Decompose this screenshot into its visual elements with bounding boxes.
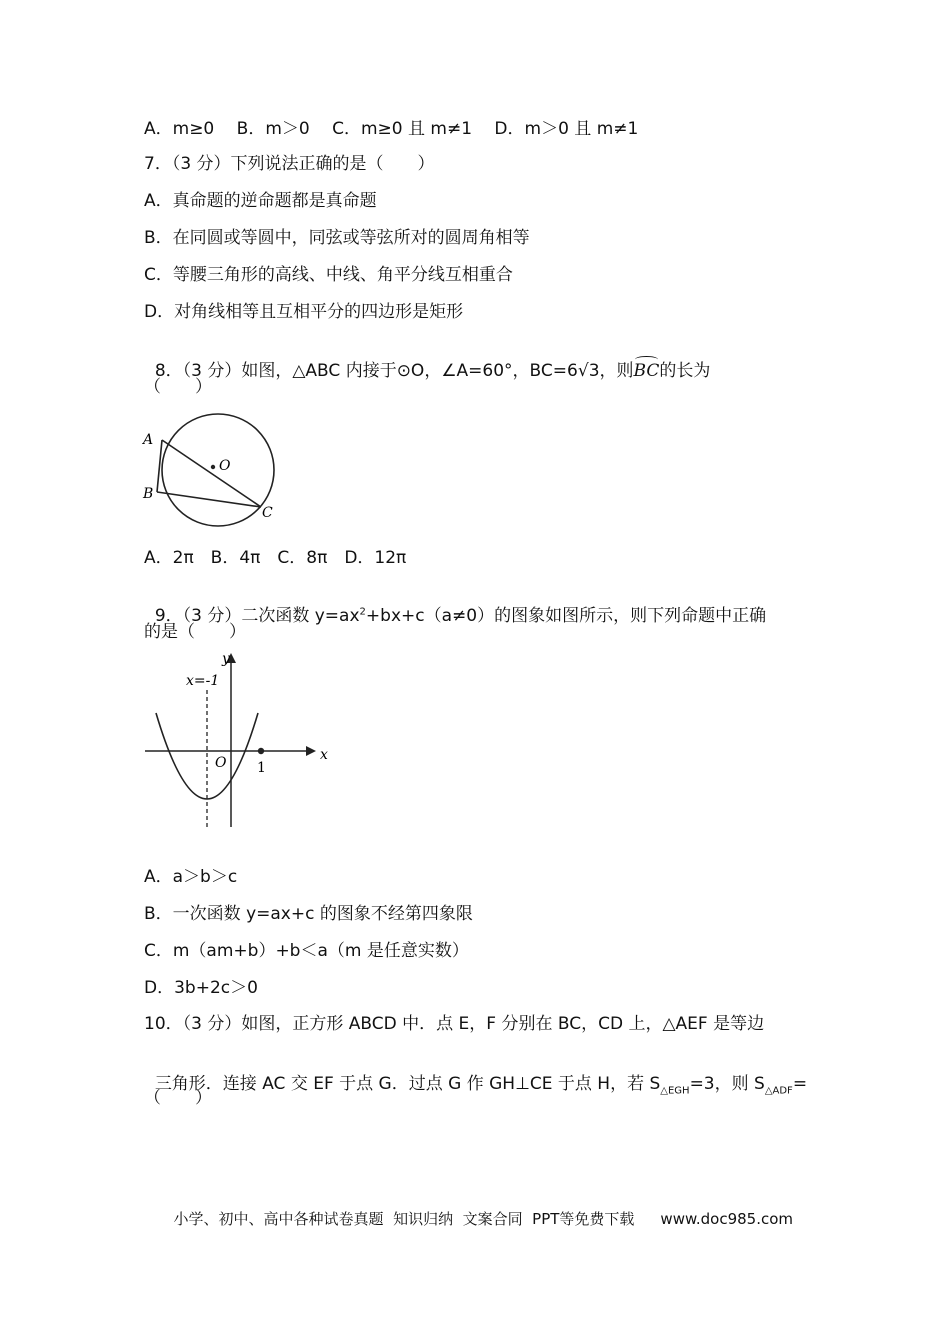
q7-option-d: D．对角线相等且互相平分的四边形是矩形	[144, 302, 464, 322]
q10-line2-b: =3，则 S	[689, 1074, 765, 1094]
q9-option-c: C．m（am+b）+b＜a（m 是任意实数）	[144, 941, 469, 961]
footer-text: 小学、初中、高中各种试卷真题 知识归纳 文案合同 PPT等免费下载	[173, 1210, 635, 1228]
q8-options: A．2π B．4π C．8π D．12π	[144, 548, 407, 568]
q8-circle-figure	[140, 400, 290, 530]
q9-option-b: B．一次函数 y=ax+c 的图象不经第四象限	[144, 904, 473, 924]
label-y: y	[222, 651, 230, 667]
q8-root: √3	[577, 361, 600, 381]
q6-options: A．m≥0 B．m＞0 C．m≥0 且 m≠1 D．m＞0 且 m≠1	[144, 119, 639, 139]
q9-option-d: D．3b+2c＞0	[144, 978, 258, 998]
q7-stem: 7．（3 分）下列说法正确的是（ ）	[144, 154, 435, 174]
q9-parabola-figure	[140, 645, 340, 830]
label-one: 1	[257, 760, 266, 776]
footer-url[interactable]: www.doc985.com	[660, 1210, 793, 1228]
q8-arc-label: BC	[633, 361, 660, 381]
q10-line2-a: 三角形．连接 AC 交 EF 于点 G．过点 G 作 GH⊥CE 于点 H，若 S	[154, 1074, 661, 1094]
q10-line3: （ ）	[144, 1088, 212, 1108]
q7-option-c: C．等腰三角形的高线、中线、角平分线互相重合	[144, 265, 513, 285]
point-one	[258, 748, 264, 754]
q10-sub-adf: △ADF	[764, 1085, 793, 1097]
q9-stem-part2: +bx+c（a≠0）的图象如图所示，则下列命题中正确	[365, 606, 767, 626]
label-c: C	[262, 505, 273, 521]
q8-stem-mid: ，则	[599, 361, 634, 381]
q10-line1: 10．（3 分）如图，正方形 ABCD 中．点 E，F 分别在 BC，CD 上，△AEF 是等边	[144, 1014, 765, 1034]
circle-o	[162, 414, 274, 526]
q7-option-b: B．在同圆或等圆中，同弦或等弦所对的圆周角相等	[144, 228, 530, 248]
label-a: A	[143, 432, 154, 448]
q7-option-a: A．真命题的逆命题都是真命题	[144, 191, 377, 211]
side-ac	[162, 440, 261, 507]
side-ab	[157, 440, 162, 492]
label-axis-line: x=-1	[186, 673, 220, 689]
page-footer	[164, 1190, 793, 1229]
label-o: O	[219, 458, 231, 474]
center-dot	[211, 465, 215, 469]
x-axis-arrow	[306, 746, 316, 756]
q9-option-a: A．a＞b＞c	[144, 867, 238, 887]
side-bc	[157, 492, 261, 507]
q10-sub-egh: △EGH	[660, 1085, 690, 1097]
label-x: x	[320, 747, 328, 763]
label-b: B	[143, 486, 154, 502]
q8-bracket: （ ）	[144, 377, 212, 397]
q10-line2	[144, 1051, 807, 1095]
q8-stem	[144, 338, 710, 382]
q9-stem-part1: 9．（3 分）二次函数 y=ax	[154, 606, 360, 626]
q9-exponent: 2	[359, 606, 366, 618]
q8-stem-before: 8．（3 分）如图，△ABC 内接于⊙O，∠A=60°，BC=6	[154, 361, 578, 381]
q10-line2-c: =	[792, 1074, 808, 1094]
q8-stem-after: 的长为	[659, 361, 711, 381]
label-origin: O	[215, 755, 227, 771]
q9-stem-line2: 的是（ ）	[144, 622, 246, 642]
